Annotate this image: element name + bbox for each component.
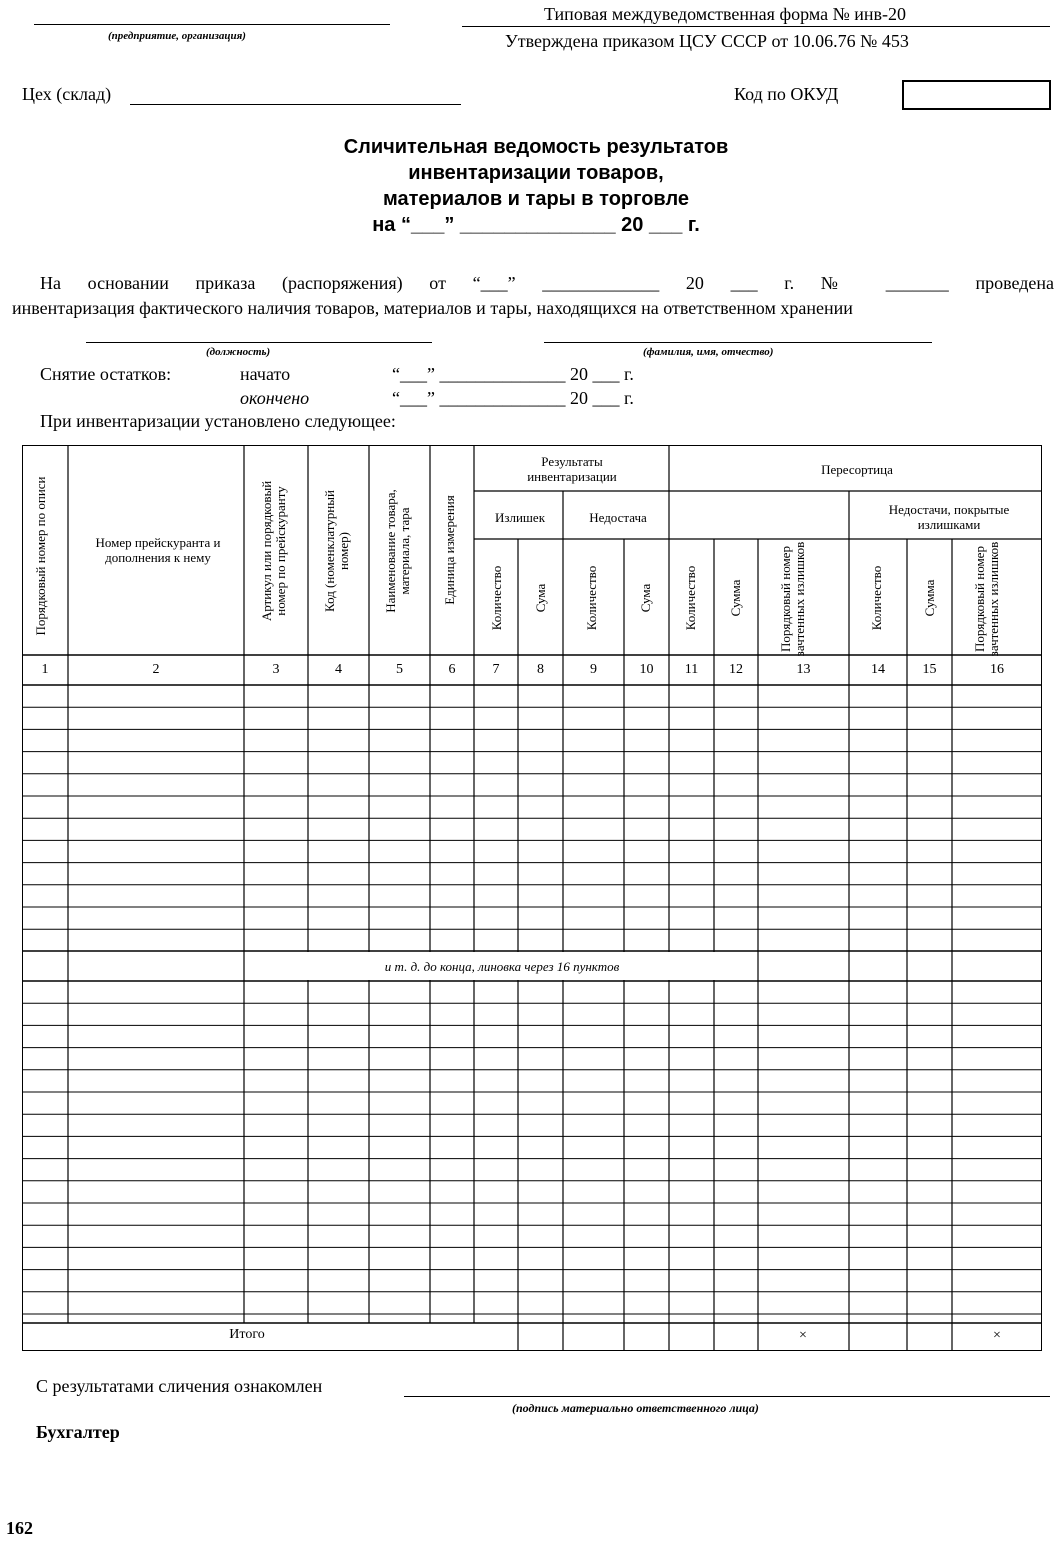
title-line-4: на “___” ______________ 20 ___ г. (372, 214, 700, 236)
col-header-code: Код (номенклатурный номер) (322, 490, 351, 612)
col-header-article: Артикул или порядковый номер по прейскуранту (259, 480, 288, 622)
total-cross-13: × (799, 1328, 807, 1343)
position-field[interactable] (86, 342, 432, 343)
shop-label: Цех (склад) (22, 84, 112, 104)
regrading-header: Пересортица (821, 462, 893, 477)
form-name: Типовая междуведомственная форма № инв-20 (544, 4, 907, 24)
col15-sum: Сумма (922, 579, 937, 617)
col7-qty: Количество (489, 565, 504, 631)
org-caption: (предприятие, организация) (108, 30, 246, 42)
col11-qty: Количество (683, 565, 698, 631)
inventory-table-grid (22, 445, 1042, 1351)
column-number-15: 15 (922, 662, 937, 677)
started-date[interactable]: “___” ______________ 20 ___ г. (392, 364, 634, 384)
name-field[interactable] (544, 342, 932, 343)
column-number-7: 7 (492, 662, 500, 677)
column-number-6: 6 (448, 662, 456, 677)
finished-date[interactable]: “___” ______________ 20 ___ г. (392, 388, 634, 408)
col13-offset: Порядковый номер зачтенных излишков (778, 541, 807, 657)
etc-note: и т. д. до конца, линовка через 16 пунктов (384, 959, 620, 974)
form-name-underline (462, 26, 1050, 27)
column-number-13: 13 (796, 662, 811, 677)
okud-label: Код по ОКУД (734, 84, 839, 104)
column-number-9: 9 (590, 662, 597, 677)
page-number: 162 (6, 1518, 33, 1538)
accountant-label: Бухгалтер (36, 1422, 120, 1442)
acquainted-label: С результатами сличения ознакомлен (36, 1376, 323, 1396)
inventory-line: инвентаризация фактического наличия товаров, материалов и тары, находящихся на ответственном хранении (12, 298, 853, 318)
covered-header: Недостачи, покрытые излишками (888, 502, 1010, 532)
title-line-2: инвентаризации товаров, (408, 162, 664, 184)
col-header-pricelist: Номер прейскуранта и дополнения к нему (95, 535, 221, 565)
okud-code-field[interactable] (902, 80, 1051, 110)
name-caption: (фамилия, имя, отчество) (643, 346, 774, 358)
column-number-8: 8 (537, 662, 544, 677)
title-line-3: материалов и тары в торговле (382, 188, 690, 210)
column-number-16: 16 (990, 662, 1004, 677)
col-header-name: Наименование товара, материала, тара (383, 489, 412, 613)
col10-sum: Сума (638, 583, 653, 613)
org-underline (34, 24, 390, 25)
column-number-4: 4 (335, 662, 342, 677)
order-line: На основании приказа (распоряжения) от “___” _____________ 20 ___ г. № _______ проведена (40, 273, 1054, 293)
col8-sum: Сума (533, 583, 548, 613)
started-label: начато (240, 364, 291, 384)
column-number-3: 3 (272, 662, 280, 677)
column-number-14: 14 (871, 662, 885, 677)
col16-offset: Порядковый номер зачтенных излишков (972, 541, 1001, 657)
shop-field[interactable] (130, 104, 461, 105)
finished-label: окончено (240, 388, 310, 408)
remains-label: Снятие остатков: (40, 364, 172, 384)
col14-qty: Количество (869, 565, 884, 631)
signature-field[interactable] (404, 1396, 1050, 1397)
position-caption: (должность) (206, 346, 271, 358)
title-line-1: Сличительная ведомость результатов (343, 136, 729, 158)
col12-sum: Сумма (728, 579, 743, 617)
column-number-10: 10 (639, 662, 654, 677)
col-header-unit: Единица измерения (442, 495, 457, 605)
col9-qty: Количество (584, 565, 599, 631)
total-label: Итого (229, 1327, 265, 1342)
column-number-2: 2 (152, 662, 160, 677)
column-number-12: 12 (729, 662, 743, 677)
surplus-header: Излишек (494, 510, 546, 525)
signature-caption: (подпись материально ответственного лица) (512, 1401, 759, 1415)
column-number-5: 5 (396, 662, 403, 677)
approved-by: Утверждена приказом ЦСУ СССР от 10.06.76 № 453 (505, 31, 909, 51)
column-number-11: 11 (684, 662, 699, 677)
total-cross-16: × (993, 1328, 1001, 1343)
column-number-1: 1 (41, 662, 49, 677)
shortage-header: Недостача (589, 510, 647, 525)
established-label: При инвентаризации установлено следующее: (40, 411, 396, 431)
col-header-serial: Порядковый номер по описи (33, 476, 48, 636)
results-header: Результаты инвентаризации (527, 454, 617, 484)
document-title (236, 134, 836, 238)
